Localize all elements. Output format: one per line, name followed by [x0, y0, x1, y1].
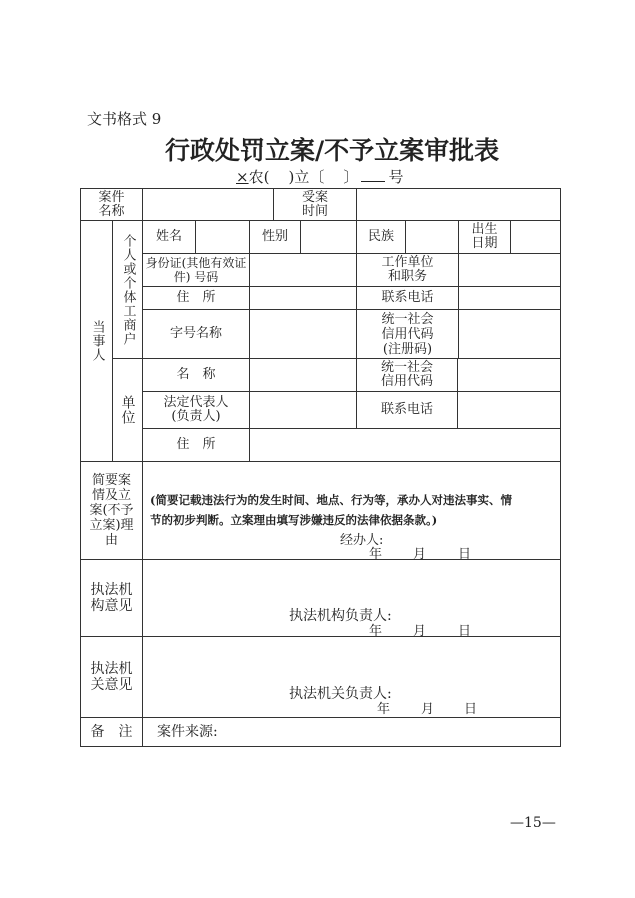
unit-phone-field[interactable] [457, 391, 561, 429]
unit-phone-label: 联系电话 [356, 391, 458, 429]
ethnic-label: 民族 [356, 220, 406, 254]
agency-year: 年 [377, 702, 391, 717]
summary-month: 月 [413, 547, 427, 562]
summary-year: 年 [369, 547, 383, 562]
case-name-field[interactable] [142, 188, 274, 221]
accept-time-field[interactable] [356, 188, 561, 221]
org-year: 年 [369, 624, 383, 639]
trade-name-field[interactable] [249, 309, 357, 359]
unit-name-label: 名 称 [142, 358, 250, 392]
doc-number-text: 农( )立〔 〕 [248, 168, 359, 186]
individual-label [112, 220, 143, 359]
remarks-label: 备 注 [80, 717, 143, 747]
phone-field[interactable] [458, 286, 561, 310]
agency-month: 月 [421, 702, 435, 717]
party-label [80, 220, 113, 462]
org-month: 月 [413, 624, 427, 639]
case-source-label: 案件来源: [157, 724, 218, 740]
doc-number-prefix: × [236, 168, 249, 186]
org-day: 日 [458, 624, 472, 639]
credit-code-reg-label: 统一社会 信用代码 (注册码) [356, 309, 459, 359]
page-number: —15— [510, 815, 556, 831]
doc-number-suffix: 号 [388, 168, 404, 186]
credit-code-label: 统一社会 信用代码 [356, 358, 458, 392]
org-opinion-label: 执法机 构意见 [80, 559, 143, 637]
birth-field[interactable] [510, 220, 561, 254]
unit-label-text: 单位 [119, 395, 136, 425]
legal-rep-field[interactable] [249, 391, 357, 429]
legal-rep-label: 法定代表人 (负责人) [142, 391, 250, 429]
page-title: 行政处罚立案/不予立案审批表 [165, 136, 500, 165]
accept-time-label: 受案 时间 [273, 188, 357, 221]
unit-name-field[interactable] [249, 358, 357, 392]
work-label: 工作单位 和职务 [356, 253, 459, 287]
summary-hint-line1: (简要记载违法行为的发生时间、地点、行为等，承办人对违法事实、情 [150, 493, 512, 507]
party-label-text: 当事人 [89, 320, 105, 362]
credit-code-field[interactable] [457, 358, 561, 392]
case-name-label: 案件 名称 [80, 188, 143, 221]
id-label: 身份证(其他有效证 件) 号码 [142, 253, 250, 287]
org-head-label: 执法机构负责人: [289, 608, 392, 624]
agency-day: 日 [464, 702, 478, 717]
agency-opinion-label: 执法机 关意见 [80, 636, 143, 718]
credit-code-reg-field[interactable] [458, 309, 561, 359]
gender-field[interactable] [300, 220, 357, 254]
phone-label: 联系电话 [356, 286, 459, 310]
work-field[interactable] [458, 253, 561, 287]
id-field[interactable] [249, 253, 357, 287]
doc-number [236, 166, 403, 187]
name-field[interactable] [195, 220, 250, 254]
handler-label: 经办人: [340, 533, 384, 548]
address-field[interactable] [249, 286, 357, 310]
birth-label: 出生 日期 [458, 220, 511, 254]
remarks-field[interactable] [142, 717, 561, 747]
individual-label-text: 个人或个体工商户 [120, 233, 136, 346]
agency-opinion-field[interactable] [142, 636, 561, 718]
summary-day: 日 [458, 547, 472, 562]
gender-label: 性别 [249, 220, 301, 254]
ethnic-field[interactable] [405, 220, 459, 254]
agency-head-label: 执法机关负责人: [289, 686, 392, 702]
summary-hint-line2: 节的初步判断。立案理由填写涉嫌违反的法律依据条款。) [150, 513, 438, 527]
name-label: 姓名 [142, 220, 196, 254]
unit-address-field[interactable] [249, 428, 561, 462]
unit-label [112, 358, 143, 462]
trade-name-label: 字号名称 [142, 309, 250, 359]
org-opinion-field[interactable] [142, 559, 561, 637]
summary-label: 简要案 情及立 案(不予 立案)理 由 [80, 461, 143, 560]
format-label: 文书格式 9 [87, 110, 162, 128]
address-label: 住 所 [142, 286, 250, 310]
doc-number-blank[interactable] [361, 181, 385, 182]
unit-address-label: 住 所 [142, 428, 250, 462]
